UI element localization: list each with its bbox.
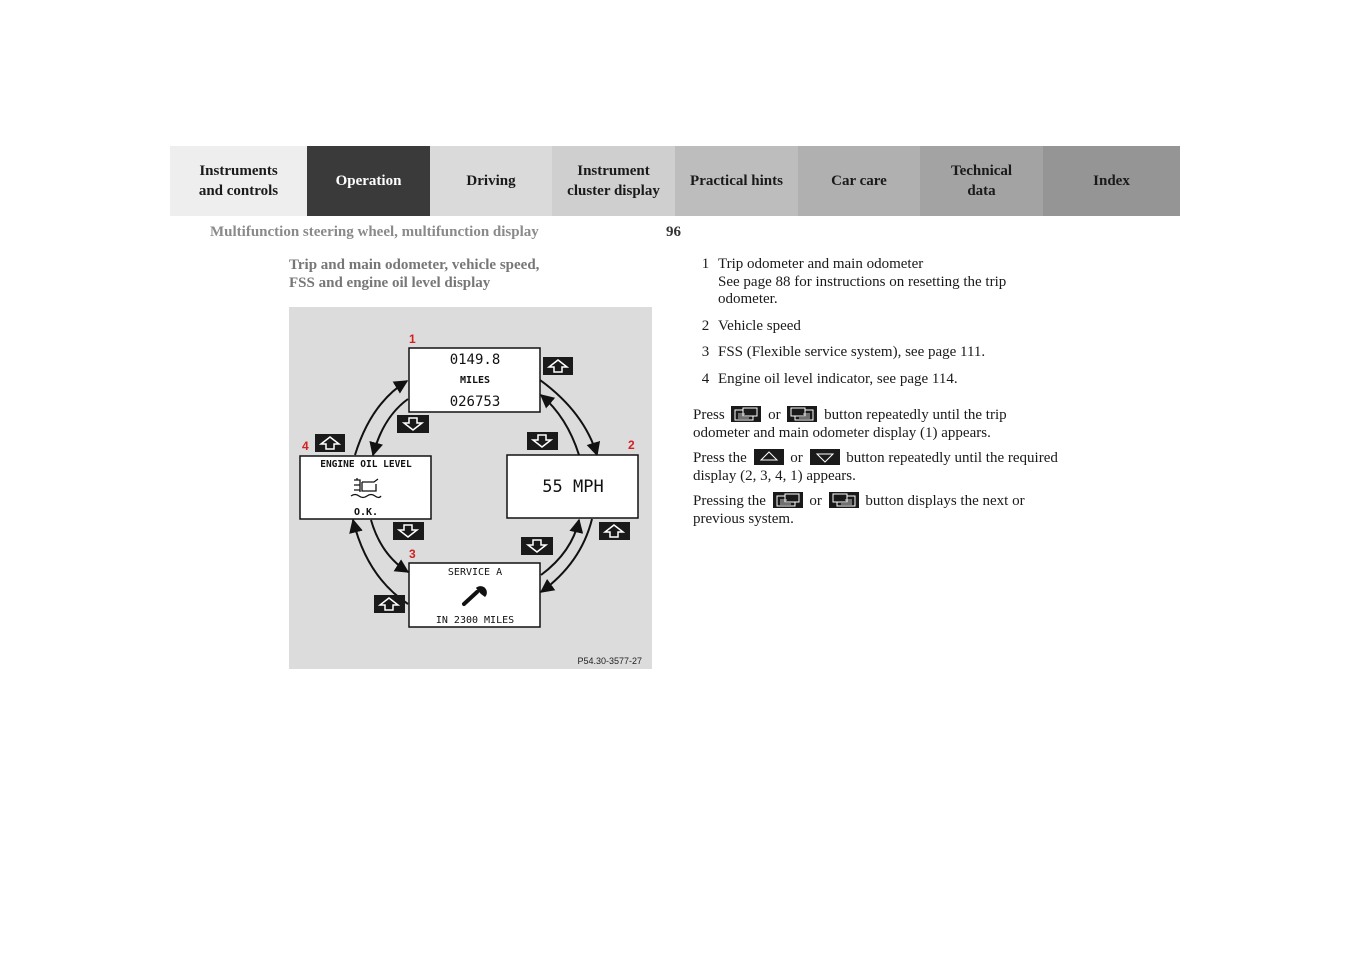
tab-instrument-cluster-display[interactable]: Instrument cluster display (552, 146, 675, 216)
up-arrow-button-icon (754, 449, 784, 465)
previous-system-button-icon (829, 492, 859, 508)
next-system-button-icon (773, 492, 803, 508)
section-title: Multifunction steering wheel, multifunction display (210, 224, 539, 240)
instruction-paragraph-1: Press or button repeatedly until the trip odometer and main odometer display (1) appears. (693, 407, 1007, 441)
instruction-paragraph-2: Press the or button repeatedly until the required display (2, 3, 4, 1) appears. (693, 450, 1058, 484)
tab-technical-data[interactable]: Technical data (920, 146, 1043, 216)
list-item (693, 344, 1063, 362)
up-button-display-1[interactable] (543, 357, 573, 375)
item-number: 1 (701, 256, 710, 272)
list-item (693, 256, 1063, 309)
tab-index[interactable]: Index (1043, 146, 1180, 216)
down-button-display-2[interactable] (527, 432, 558, 450)
display-4-title: ENGINE OIL LEVEL (320, 459, 412, 470)
tab-instruments-and-controls[interactable]: Instruments and controls (170, 146, 307, 216)
item-text: FSS (Flexible service system), see page 111. (718, 344, 986, 360)
next-system-button-icon (731, 406, 761, 422)
up-button-display-2[interactable] (599, 522, 630, 540)
display-2-speed: 55 MPH (542, 477, 604, 497)
display-3-number: 3 (409, 547, 416, 561)
list-item (693, 318, 1063, 336)
figure-code: P54.30-3577-27 (577, 656, 642, 666)
display-1-odometer: 026753 (449, 394, 501, 410)
page-number: 96 (666, 224, 681, 240)
figure-title-line-1: Trip and main odometer, vehicle speed, (289, 257, 540, 273)
item-text: Vehicle speed (718, 317, 801, 334)
item-text: Engine oil level indicator, see page 114. (718, 370, 958, 387)
item-number: 3 (701, 344, 710, 360)
display-cycle-diagram (289, 307, 652, 669)
display-4-status: O.K. (353, 507, 379, 518)
up-button-display-3[interactable] (374, 595, 405, 613)
tab-driving[interactable]: Driving (430, 146, 552, 216)
down-button-display-4[interactable] (393, 522, 424, 540)
display-1-number: 1 (409, 332, 416, 346)
item-number: 4 (701, 370, 710, 387)
up-button-display-4[interactable] (315, 434, 345, 452)
figure-title-line-2: FSS and engine oil level display (289, 275, 491, 291)
tab-operation[interactable]: Operation (307, 146, 430, 216)
tab-car-care[interactable]: Car care (798, 146, 920, 216)
instruction-paragraph-3: Pressing the or button displays the next or previous system. (693, 493, 1025, 527)
item-text: See page 88 for instructions on resetting the trip (718, 273, 1007, 290)
display-3-service: SERVICE A (447, 567, 503, 578)
chapter-navigation (170, 146, 1180, 216)
display-cycle-figure (289, 307, 652, 669)
arrow-2-to-3 (541, 519, 592, 592)
tab-practical-hints[interactable]: Practical hints (675, 146, 798, 216)
down-arrow-button-icon (810, 449, 840, 465)
display-1-unit: MILES (459, 375, 491, 386)
item-text: Trip odometer and main odometer (718, 256, 924, 272)
down-button-display-3[interactable] (521, 537, 553, 555)
list-item (693, 371, 1063, 389)
legend-list (693, 256, 1063, 397)
display-3-distance: IN 2300 MILES (435, 615, 515, 626)
item-number: 2 (701, 317, 710, 334)
display-2-number: 2 (628, 438, 635, 452)
down-button-display-1[interactable] (397, 415, 429, 433)
display-4-number: 4 (302, 439, 309, 453)
display-1-trip: 0149.8 (449, 352, 501, 368)
previous-system-button-icon (787, 406, 817, 422)
figure-title (289, 256, 539, 292)
item-text: odometer. (718, 291, 778, 307)
